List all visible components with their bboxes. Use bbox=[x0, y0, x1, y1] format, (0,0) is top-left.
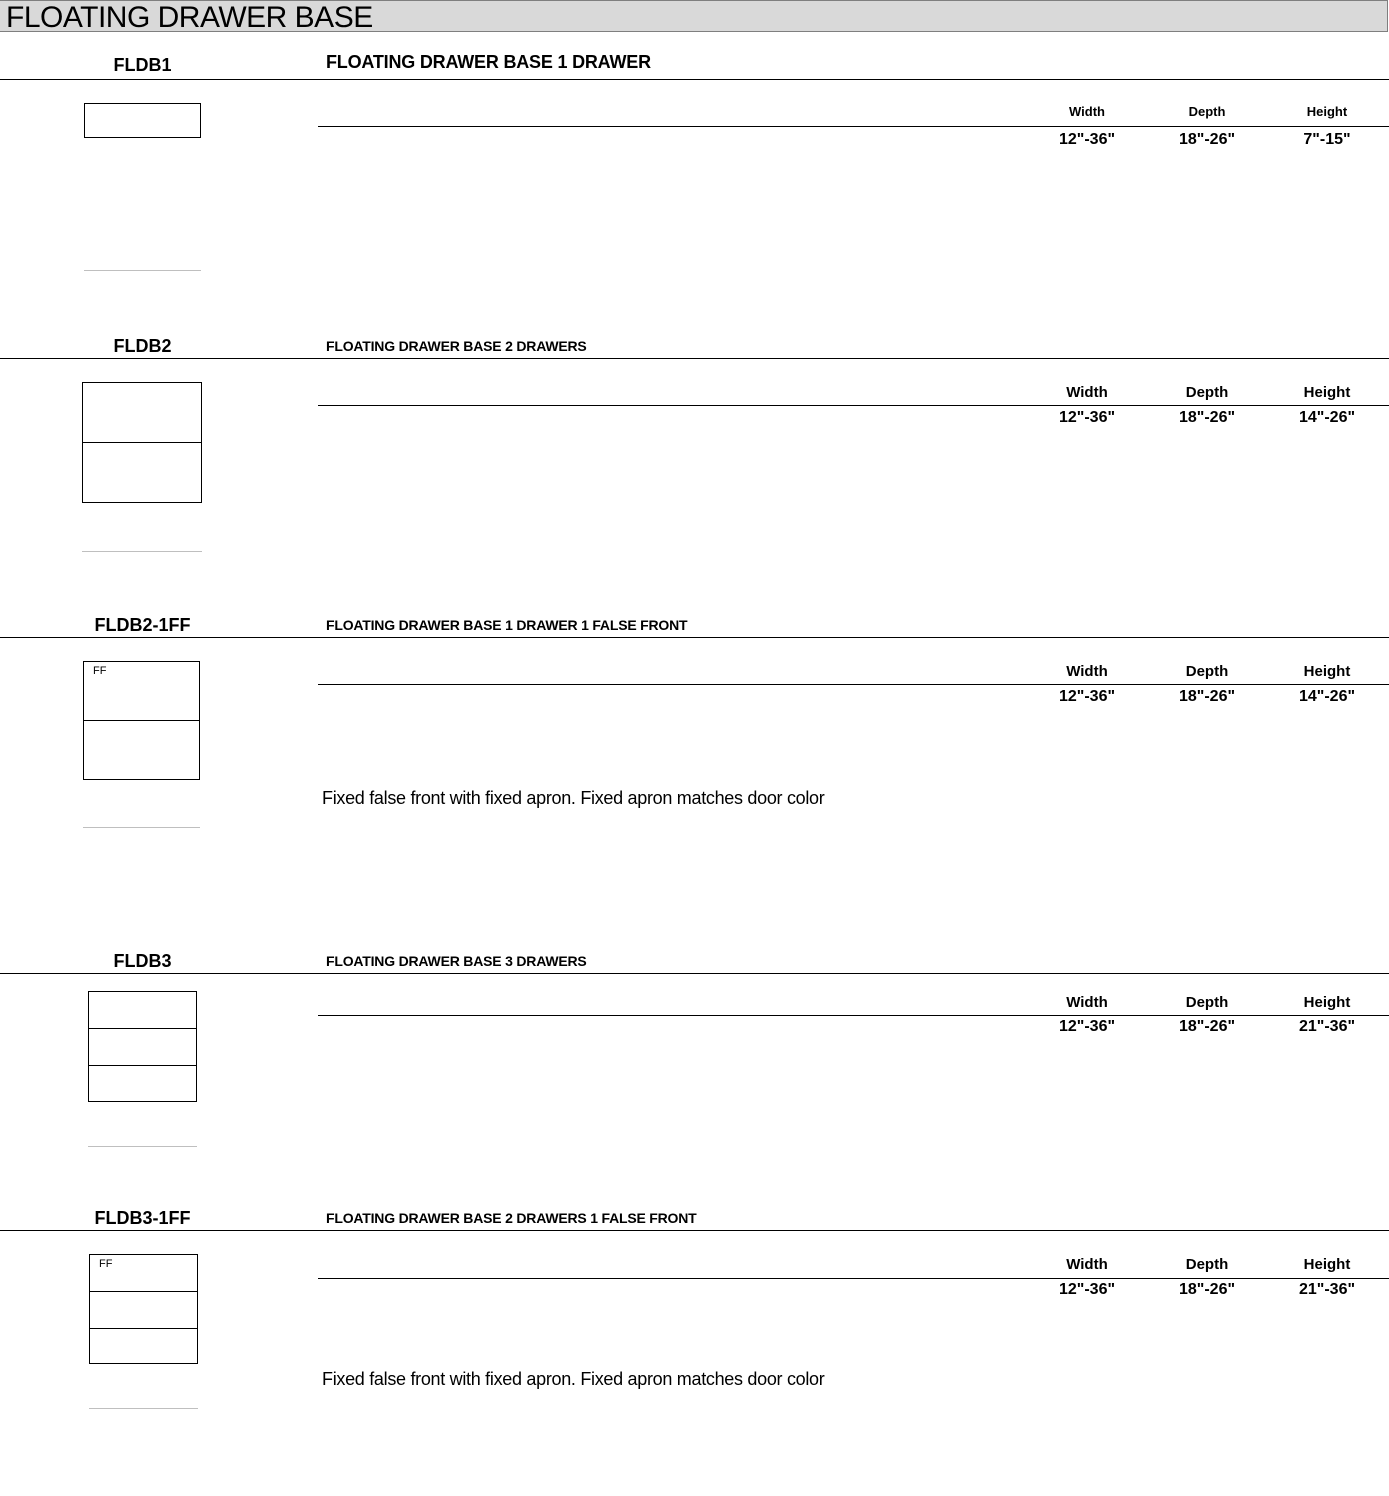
depth-value: 18"-26" bbox=[1178, 131, 1236, 148]
product-name: FLOATING DRAWER BASE 3 DRAWERS bbox=[326, 953, 587, 969]
product-code: FLDB1 bbox=[113, 55, 172, 75]
height-header: Height bbox=[1303, 994, 1351, 1011]
drawer-divider bbox=[89, 1065, 196, 1066]
toe-line bbox=[88, 1146, 197, 1147]
product-code: FLDB3-1FF bbox=[94, 1208, 191, 1228]
product-code: FLDB2-1FF bbox=[94, 615, 191, 635]
drawer-divider bbox=[90, 1291, 197, 1292]
depth-value: 18"-26" bbox=[1178, 688, 1236, 705]
drawer-divider bbox=[90, 1328, 197, 1329]
depth-value: 18"-26" bbox=[1178, 409, 1236, 426]
product-note: Fixed false front with fixed apron. Fixed apron matches door color bbox=[322, 788, 825, 808]
width-value: 12"-36" bbox=[1058, 1018, 1116, 1035]
drawer-divider bbox=[84, 720, 199, 721]
width-header: Width bbox=[1066, 1256, 1108, 1273]
height-header: Height bbox=[1303, 1256, 1351, 1273]
depth-header: Depth bbox=[1185, 994, 1229, 1011]
drawer-diagram bbox=[83, 661, 200, 780]
product-note: Fixed false front with fixed apron. Fixed apron matches door color bbox=[322, 1369, 825, 1389]
dims-divider bbox=[318, 126, 1389, 127]
drawer-diagram bbox=[82, 382, 202, 503]
false-front-label: FF bbox=[99, 1258, 113, 1270]
width-header: Width bbox=[1066, 384, 1108, 401]
drawer-diagram bbox=[88, 991, 197, 1102]
depth-header: Depth bbox=[1185, 1256, 1229, 1273]
false-front-label: FF bbox=[93, 665, 107, 677]
section-divider bbox=[0, 79, 1389, 80]
dims-divider bbox=[318, 405, 1389, 406]
depth-header: Depth bbox=[1185, 663, 1229, 680]
width-value: 12"-36" bbox=[1058, 688, 1116, 705]
dims-divider bbox=[318, 1015, 1389, 1016]
height-value: 7"-15" bbox=[1303, 131, 1351, 148]
height-value: 21"-36" bbox=[1298, 1281, 1356, 1298]
height-header: Height bbox=[1306, 104, 1348, 119]
height-value: 21"-36" bbox=[1298, 1018, 1356, 1035]
dims-divider bbox=[318, 684, 1389, 685]
drawer-diagram bbox=[84, 103, 201, 138]
section-divider bbox=[0, 358, 1389, 359]
product-name: FLOATING DRAWER BASE 1 DRAWER bbox=[326, 52, 651, 72]
height-value: 14"-26" bbox=[1298, 688, 1356, 705]
depth-header: Depth bbox=[1185, 384, 1229, 401]
width-header: Width bbox=[1069, 104, 1105, 119]
width-value: 12"-36" bbox=[1058, 1281, 1116, 1298]
depth-value: 18"-26" bbox=[1178, 1281, 1236, 1298]
product-name: FLOATING DRAWER BASE 2 DRAWERS bbox=[326, 338, 587, 354]
height-value: 14"-26" bbox=[1298, 409, 1356, 426]
toe-line bbox=[89, 1408, 198, 1409]
width-header: Width bbox=[1066, 994, 1108, 1011]
product-name: FLOATING DRAWER BASE 2 DRAWERS 1 FALSE FRONT bbox=[326, 1210, 697, 1226]
toe-line bbox=[82, 551, 202, 552]
width-header: Width bbox=[1066, 663, 1108, 680]
depth-value: 18"-26" bbox=[1178, 1018, 1236, 1035]
height-header: Height bbox=[1303, 663, 1351, 680]
width-value: 12"-36" bbox=[1058, 409, 1116, 426]
drawer-divider bbox=[83, 442, 201, 443]
product-code: FLDB2 bbox=[113, 336, 172, 356]
section-divider bbox=[0, 637, 1389, 638]
product-code: FLDB3 bbox=[113, 951, 172, 971]
width-value: 12"-36" bbox=[1058, 131, 1116, 148]
toe-line bbox=[83, 827, 200, 828]
page-title-bar bbox=[0, 0, 1388, 32]
product-name: FLOATING DRAWER BASE 1 DRAWER 1 FALSE FRONT bbox=[326, 617, 688, 633]
dims-divider bbox=[318, 1278, 1389, 1279]
drawer-divider bbox=[89, 1028, 196, 1029]
section-divider bbox=[0, 973, 1389, 974]
drawer-diagram bbox=[89, 1254, 198, 1364]
section-divider bbox=[0, 1230, 1389, 1231]
toe-line bbox=[84, 270, 201, 271]
depth-header: Depth bbox=[1188, 104, 1226, 119]
height-header: Height bbox=[1303, 384, 1351, 401]
page-title: FLOATING DRAWER BASE bbox=[6, 1, 373, 34]
